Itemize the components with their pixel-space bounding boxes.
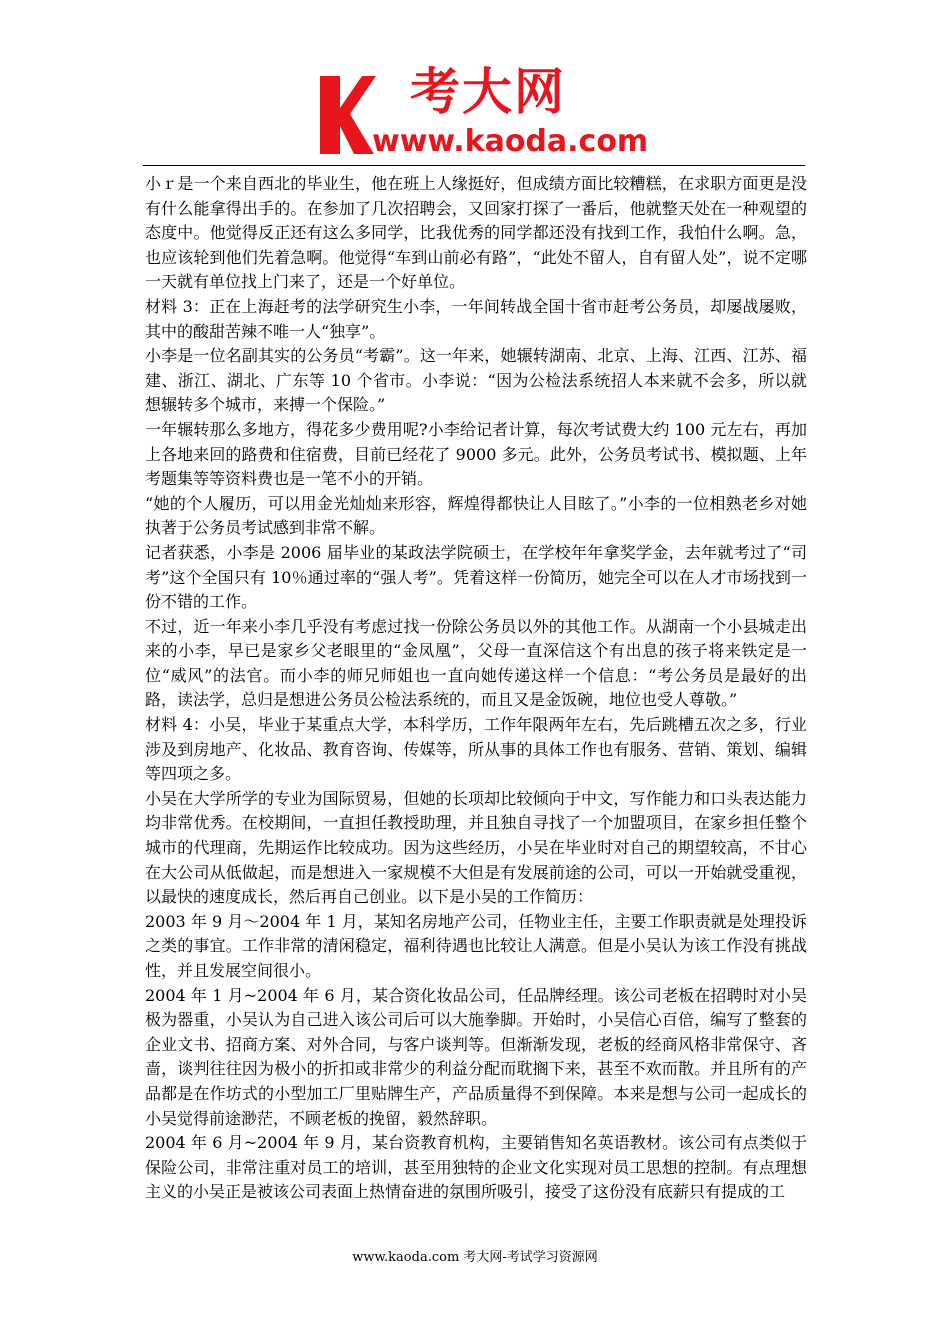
page-footer: www.kaoda.com 考大网-考试学习资源网: [352, 1250, 598, 1265]
logo-chinese-text: 考大网: [410, 63, 566, 121]
paragraph: 材料 4：小吴，毕业于某重点大学，本科学历，工作年限两年左右，先后跳槽五次之多，行业涉及到房地产、化妆品、教育咨询、传媒等，所从事的具体工作也有服务、营销、策划、编辑等四项之多。: [145, 715, 807, 784]
paragraph: 2004 年 1 月~2004 年 6 月，某合资化妆品公司，任品牌经理。该公司老板在招聘时对小吴极为器重，小吴认为自己进入该公司后可以大施拳脚。开始时，小吴信心百倍，编写了整套的企业文书、招商方案、对外合同，与客户谈判等。但渐渐发现，老板的经商风格非常保守、吝啬，谈判往往因为极小的折扣或非常少的利益分配而耽搁下来，甚至不欢而散。并且所有的产品都是在作坊式的小型加工厂里贴牌生产，产品质量得不到保障。本来是想与公司一起成长的小吴觉得前途渺茫，不顾老板的挽留，毅然辞职。: [145, 985, 807, 1128]
paragraph: 小ｒ是一个来自西北的毕业生，他在班上人缘挺好，但成绩方面比较糟糕，在求职方面更是没有什么能拿得出手的。在参加了几次招聘会，又回家打探了一番后，他就整天处在一种观望的态度中。他觉得反正还有这么多同学，比我优秀的同学都还没有找到工作，我怕什么啊。急，也应该轮到他们先着急啊。他觉得“车到山前必有路”，“此处不留人，自有留人处”，说不定哪一天就有单位找上门来了，还是一个好单位。: [145, 174, 807, 292]
paragraph: “她的个人履历，可以用金光灿灿来形容，辉煌得都快让人目眩了。”小李的一位相熟老乡对她执著于公务员考试感到非常不解。: [145, 493, 807, 538]
article-body: [145, 172, 807, 1205]
header-divider: [143, 165, 805, 166]
logo-k-icon: [318, 72, 376, 156]
paragraph: 小吴在大学所学的专业为国际贸易，但她的长项却比较倾向于中文，写作能力和口头表达能力均非常优秀。在校期间，一直担任教授助理，并且独自寻找了一个加盟项目，在家乡担任整个城市的代理商，先期运作比较成功。因为这些经历，小吴在毕业时对自己的期望较高，不甘心在大公司从低做起，而是想进入一家规模不大但是有发展前途的公司，可以一开始就受重视，以最快的速度成长，然后再自己创业。以下是小吴的工作简历：: [145, 788, 807, 907]
paragraph: 小李是一位名副其实的公务员“考霸”。这一年来，她辗转湖南、北京、上海、江西、江苏、福建、浙江、湖北、广东等 10 个省市。小李说：“因为公检法系统招人本来就不会多，所以就想辗转多个城市，来搏一个保险。”: [145, 346, 807, 415]
paragraph: 2004 年 6 月~2004 年 9 月，某台资教育机构，主要销售知名英语教材。该公司有点类似于保险公司，非常注重对员工的培训，甚至用独特的企业文化实现对员工思想的控制。有点理想主义的小吴正是被该公司表面上热情奋进的氛围所吸引，接受了这份没有底薪只有提成的工: [145, 1133, 807, 1202]
paragraph: 一年辗转那么多地方，得花多少费用呢?小李给记者计算，每次考试费大约 100 元左右，再加上各地来回的路费和住宿费，目前已经花了 9000 多元。此外，公务员考试书、模拟题、上年考题集等等资料费也是一笔不小的开销。: [145, 419, 807, 489]
paragraph: 2003 年 9 月～2004 年 1 月，某知名房地产公司，任物业主任，主要工作职责就是处理投诉之类的事宜。工作非常的清闲稳定，福利待遇也比较让人满意。但是小吴认为该工作没有挑战性，并且发展空间很小。: [145, 911, 807, 980]
logo-url-text: www.kaoda.com: [372, 124, 649, 159]
paragraph: 不过，近一年来小李几乎没有考虑过找一份除公务员以外的其他工作。从湖南一个小县城走出来的小李，早已是家乡父老眼里的“金凤凰”，父母一直深信这个有出息的孩子将来铁定是一位“威风”的法官。而小李的师兄师姐也一直向她传递这样一个信息：“考公务员是最好的出路，读法学，总归是想进公务员公检法系统的，而且又是金饭碗，地位也受人尊敬。”: [145, 616, 807, 710]
site-logo: [318, 62, 648, 162]
paragraph: 材料 3：正在上海赶考的法学研究生小李，一年间转战全国十省市赶考公务员，却屡战屡败，其中的酸甜苦辣不唯一人“独享”。: [145, 296, 807, 341]
paragraph: 记者获悉，小李是 2006 届毕业的某政法学院硕士，在学校年年拿奖学金，去年就考过了“司考”这个全国只有 10％通过率的“强人考”。凭着这样一份简历，她完全可以在人才市场找到一份不错的工作。: [145, 542, 807, 612]
